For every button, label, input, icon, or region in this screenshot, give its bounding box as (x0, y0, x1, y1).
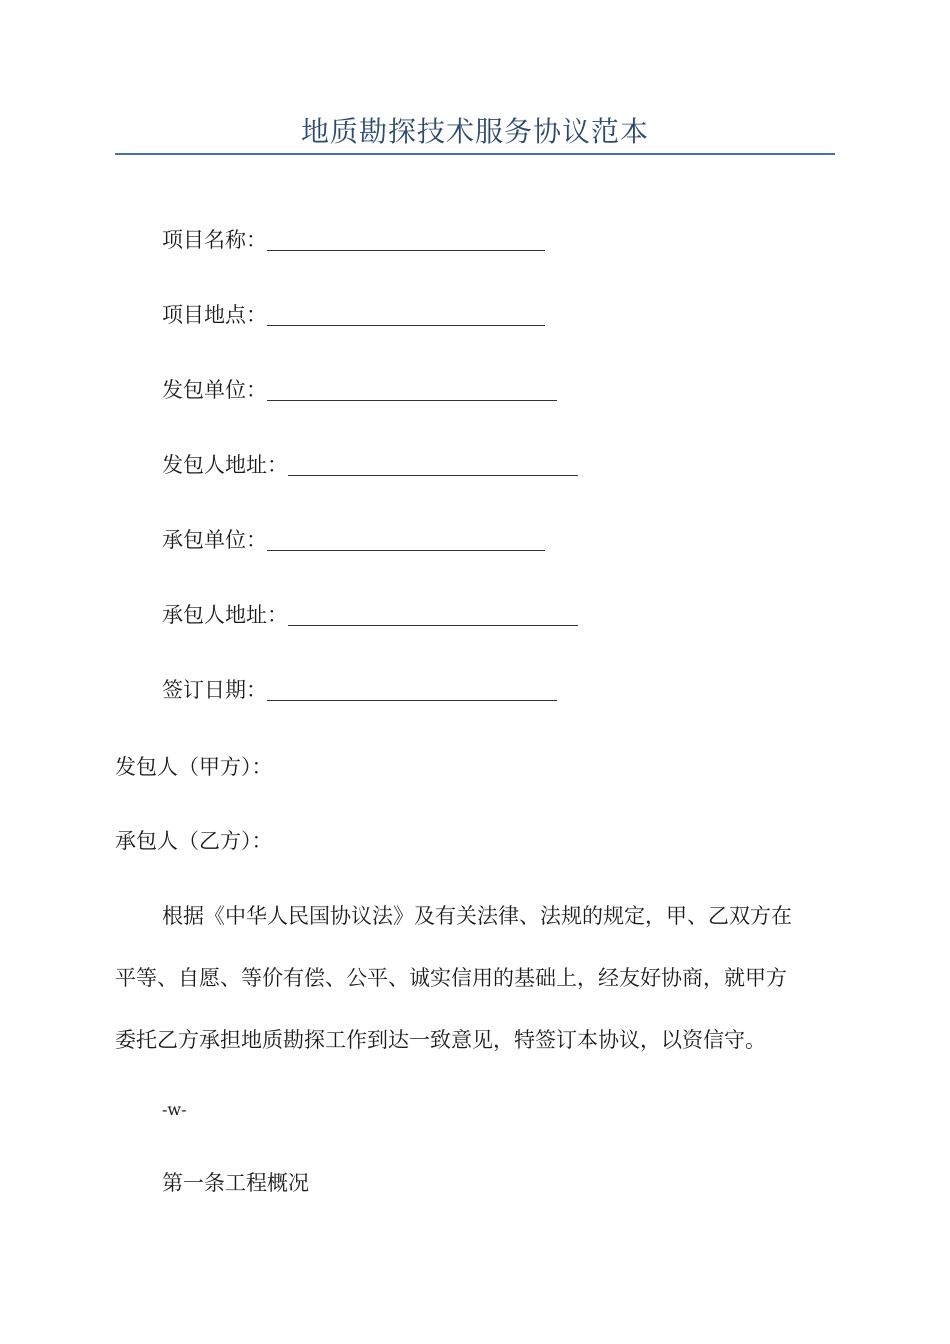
title-underline (115, 153, 835, 155)
preamble-line: 根据《中华人民国协议法》及有关法律、法规的规定，甲、乙双方在 (162, 904, 792, 928)
field-label: 承包单位： (162, 528, 267, 552)
field-project-location (162, 300, 545, 330)
field-sign-date (162, 675, 557, 705)
blank-line (267, 230, 545, 251)
party-a-label: 发包人（甲方）： (115, 755, 273, 779)
field-contractor-address (162, 600, 578, 630)
blank-line (267, 380, 557, 401)
field-label: 发包单位： (162, 378, 267, 402)
blank-line (288, 455, 578, 476)
field-label: 签订日期： (162, 678, 267, 702)
field-employer-address (162, 450, 578, 480)
party-b-label: 承包人（乙方）： (115, 829, 273, 853)
blank-line (288, 605, 578, 626)
blank-line (267, 305, 545, 326)
field-project-name (162, 225, 545, 255)
blank-line (267, 530, 545, 551)
separator-mark: -w- (162, 1100, 187, 1119)
article-heading: 第一条工程概况 (162, 1171, 309, 1195)
field-employer-unit (162, 375, 557, 405)
field-label: 项目地点： (162, 303, 267, 327)
preamble-line: 委托乙方承担地质勘探工作到达一致意见，特签订本协议，以资信守。 (115, 1028, 766, 1052)
field-label: 项目名称： (162, 228, 267, 252)
field-label: 承包人地址： (162, 603, 288, 627)
blank-line (267, 680, 557, 701)
field-contractor-unit (162, 525, 545, 555)
preamble-paragraph (115, 885, 835, 1071)
preamble-line: 平等、自愿、等价有偿、公平、诚实信用的基础上，经友好协商，就甲方 (115, 966, 787, 990)
document-title: 地质勘探技术服务协议范本 (300, 115, 649, 148)
field-label: 发包人地址： (162, 453, 288, 477)
